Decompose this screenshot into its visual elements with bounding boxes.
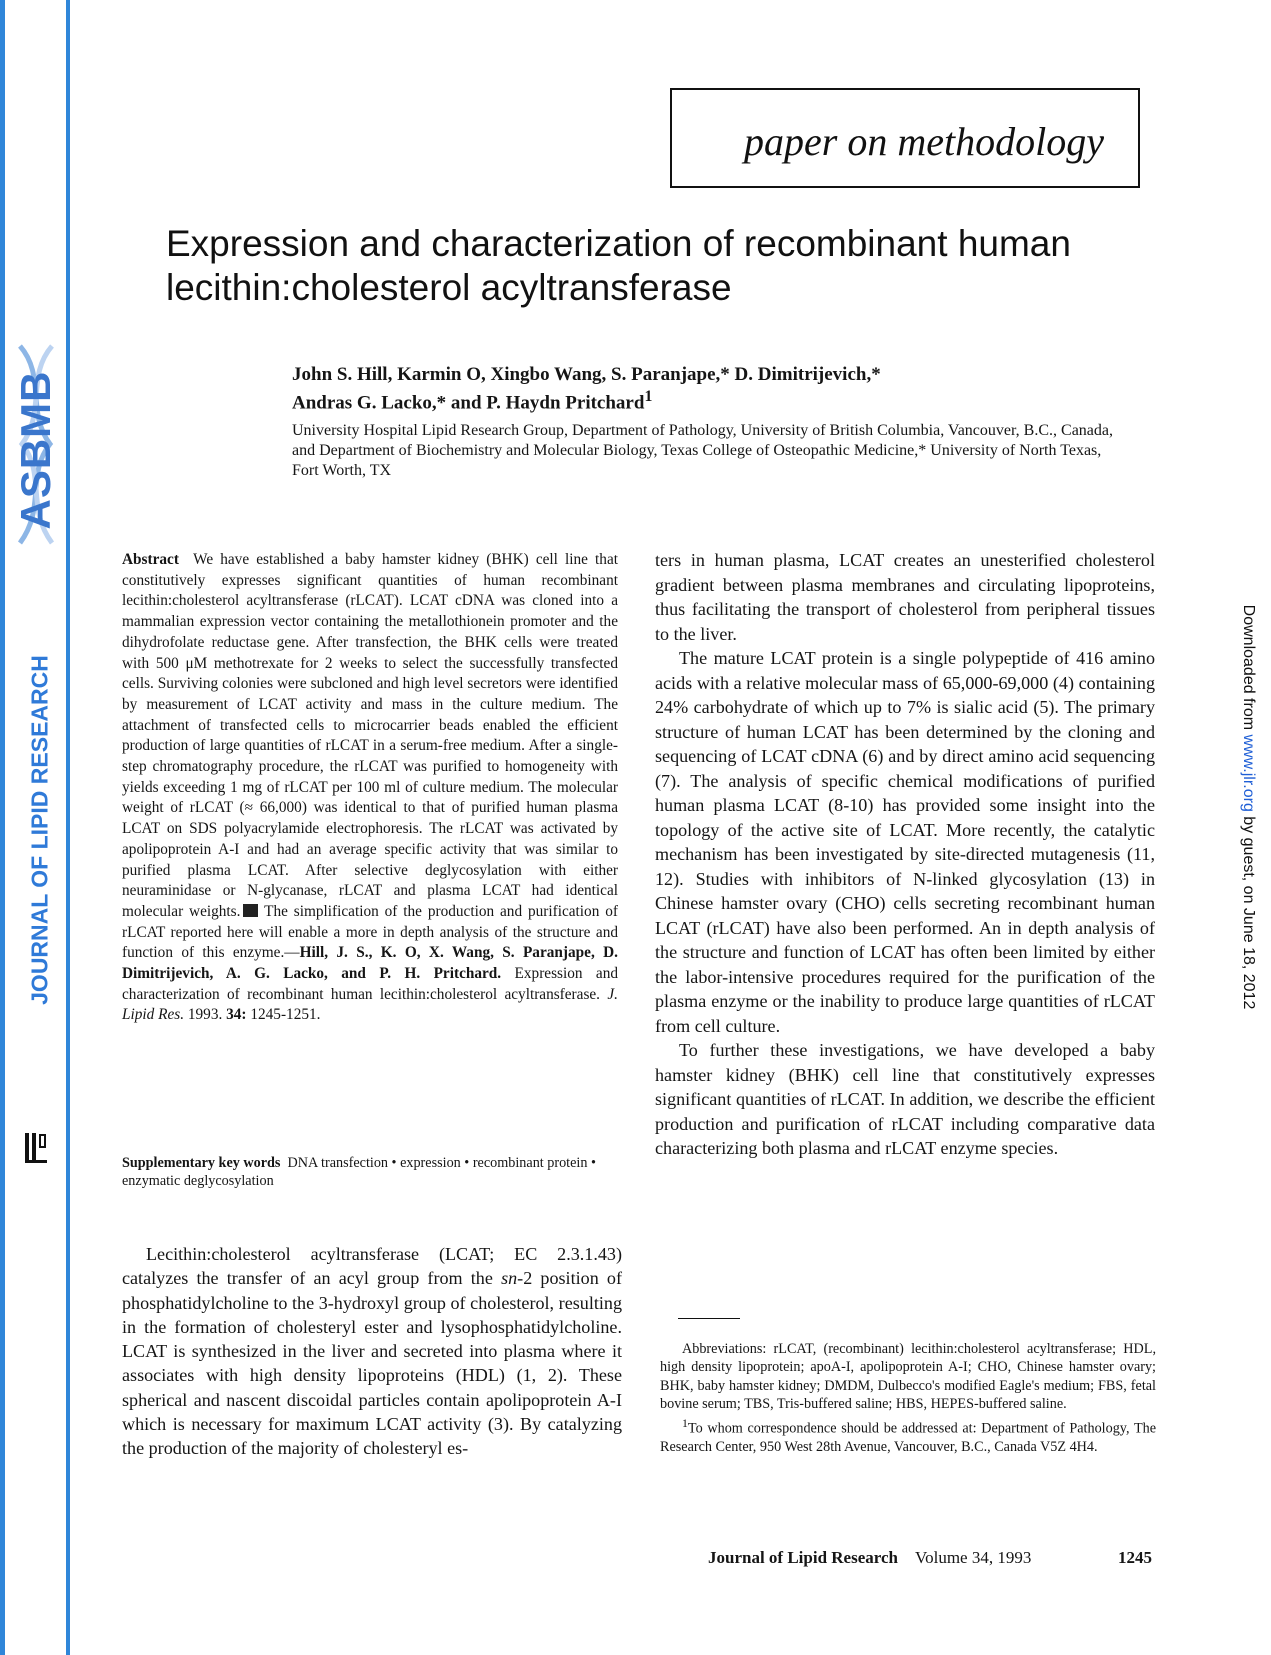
right-paragraph-2: The mature LCAT protein is a single polypeptide of 416 amino acids with a relative molecular mass of 65,000-69,000 (4) containing 24% carbohydrate of which up to 7% is sialic acid (5). The primary structure of human LCAT has been determined by the cloning and sequencing of LCAT cDNA (6) and by direct amino acid sequencing (7). The analysis of specific chemical modifications of purified human plasma LCAT (8-10) has provided some insight into the topology of the active site of LCAT. More recently, the catalytic mechanism has been investigated by site-directed mutagenesis (11, 12). Studies with inhibitors of N-linked glycosylation (13) in Chinese hamster ovary (CHO) cells secreting recombinant human LCAT (rLCAT) have also been performed. An in depth analysis of the structure and function of LCAT has often been limited by either the labor-intensive procedures required for the purification of the plasma enzyme or the inability to produce large quantities of rLCAT from cell culture. — [655, 648, 1155, 1036]
abstract-block — [122, 550, 618, 1026]
article-type-box — [670, 88, 1140, 188]
asbmb-logo-text: ASBMB — [12, 370, 59, 530]
intro-text-after: -2 position of phosphatidylcholine to the 3-hydroxyl group of cholesterol, resulting in the formation of cholesteryl ester and lysophosphatidylcholine. LCAT is synthesized in the liver and secreted into plasma where it associates with high density lipoproteins (HDL) (1, 2). These spherical and nascent discoidal particles contain apolipoprotein A-I which is necessary for maximum LCAT activity (3). By catalyzing the production of the majority of cholesteryl es- — [122, 1268, 622, 1459]
jlr-icon — [243, 904, 258, 917]
intro-text-before: Lecithin:cholesterol acyltransferase (LCAT; EC 2.3.1.43) catalyzes the transfer of an acyl group from the — [122, 1244, 622, 1289]
citation-pages: 1245-1251. — [250, 1006, 321, 1024]
sidebar-blue-edge — [0, 0, 5, 1655]
keywords-label: Supplementary key words — [122, 1155, 281, 1171]
abstract-label: Abstract — [122, 551, 179, 568]
affiliation-block: University Hospital Lipid Research Group, Department of Pathology, University of British Columbia, Vancouver, B.C., Canada, and Department of Biochemistry and Molecular Biology, Texas College of Osteopathic Medicine,* University of North Texas, Fort Worth, TX — [292, 422, 1113, 479]
download-prefix: Downloaded from — [1240, 604, 1257, 735]
author-footnote-marker: 1 — [644, 388, 653, 405]
citation-volume: 34: — [226, 1006, 247, 1024]
article-title: Expression and characterization of recombinant human lecithin:cholesterol acyltransferase — [166, 223, 1071, 308]
author-line-2-text: Andras G. Lacko,* and P. Haydn Pritchard — [292, 392, 645, 414]
correspondence-marker: 1 — [682, 1415, 688, 1430]
right-paragraph-1: ters in human plasma, LCAT creates an unesterified cholesterol gradient between plasma membranes and circulating lipoproteins, thus facilitating the transport of cholesterol from peripheral tissues to the liver. — [655, 550, 1155, 644]
keywords-block — [122, 1154, 618, 1190]
page-number: 1245 — [1118, 1548, 1152, 1567]
page-footer — [708, 1548, 1152, 1568]
keywords-text: DNA transfection • expression • recombinant protein • enzymatic deglycosylation — [122, 1155, 596, 1189]
footnotes-block — [660, 1340, 1156, 1456]
left-column-body — [122, 1242, 622, 1461]
intro-paragraph-1 — [122, 1242, 622, 1461]
jlr-website-link[interactable]: www.jlr.org — [1240, 734, 1257, 812]
journal-name-vertical: JOURNAL OF LIPID RESEARCH — [26, 655, 53, 1005]
citation-authors: Hill, J. S., K. O, X. Wang, S. Paranjape, D. Dimitrijevich, A. G. Lacko, and P. H. Pritchard. — [122, 944, 618, 983]
footer-volume: Volume 34, 1993 — [915, 1548, 1032, 1567]
abbreviations-footnote: Abbreviations: rLCAT, (recombinant) lecithin:cholesterol acyltransferase; HDL, high density lipoprotein; apoA-I, apolipoprotein A-I; CHO, Chinese hamster ovary; BHK, baby hamster kidney; DMDM, Dulbecco's modified Eagle's medium; FBS, fetal bovine serum; TBS, Tris-buffered saline; HBS, HEPES-buffered saline. — [660, 1341, 1156, 1413]
footnote-rule — [678, 1318, 740, 1319]
download-suffix: by guest, on June 18, 2012 — [1240, 811, 1257, 1010]
citation-year: 1993. — [187, 1006, 223, 1024]
citation-journal: J. Lipid Res. — [122, 985, 618, 1024]
footer-journal-name: Journal of Lipid Research — [708, 1548, 899, 1567]
jlr-logo-icon — [22, 1130, 50, 1166]
correspondence-text: To whom correspondence should be addressed at: Department of Pathology, The Research Center, 950 West 28th Avenue, Vancouver, B.C., Canada V5Z 4H4. — [660, 1420, 1156, 1455]
journal-sidebar — [0, 0, 70, 1655]
abstract-text-2: The simplification of the production and purification of rLCAT reported here will enable a more in depth analysis of the structure and function of this enzyme.— — [122, 902, 618, 962]
abstract-text: We have established a baby hamster kidney (BHK) cell line that constitutively expresses significant quantities of human recombinant lecithin:cholesterol acyltransferase (rLCAT). LCAT cDNA was cloned into a mammalian expression vector containing the metallothionein promoter and the dihydrofolate reductase gene. After transfection, the BHK cells were treated with 500 μM methotrexate for 2 weeks to select the successfully transfected cells. Surviving colonies were subcloned and high level secretors were identified by measurement of LCAT activity and mass in the culture medium. The attachment of transfected cells to microcarrier beads enabled the efficient production of large quantities of rLCAT in a serum-free medium. After a single-step chromatography procedure, the rLCAT was purified to homogeneity with yields exceeding 1 mg of rLCAT per 100 ml of culture medium. The molecular weight of rLCAT (≈ 66,000) was identical to that of purified human plasma LCAT on SDS polyacrylamide electrophoresis. The rLCAT was activated by apolipoprotein A-I and had an average specific activity that was similar to purified plasma LCAT. After selective deglycosylation with either neuraminidase or N-glycanase, rLCAT and plasma LCAT had identical molecular weights. — [122, 551, 618, 920]
intro-italic-sn: sn — [501, 1268, 518, 1289]
author-line-1: John S. Hill, Karmin O, Xingbo Wang, S. Paranjape,* D. Dimitrijevich,* — [292, 364, 881, 385]
right-paragraph-3: To further these investigations, we have developed a baby hamster kidney (BHK) cell line that constitutively expresses significant quantities of rLCAT. In addition, we describe the efficient production and purification of rLCAT including comparative data characterizing both plasma and rLCAT enzyme species. — [655, 1040, 1155, 1158]
download-watermark — [1239, 605, 1257, 1010]
authors-block — [292, 364, 1092, 414]
citation-title: Expression and characterization of recombinant human lecithin:cholesterol acyltransferase. — [122, 965, 619, 1003]
right-column-body — [655, 548, 1155, 1161]
correspondence-footnote — [660, 1414, 1156, 1457]
author-line-2 — [292, 386, 1092, 414]
article-type-label: paper on methodology — [744, 119, 1104, 164]
